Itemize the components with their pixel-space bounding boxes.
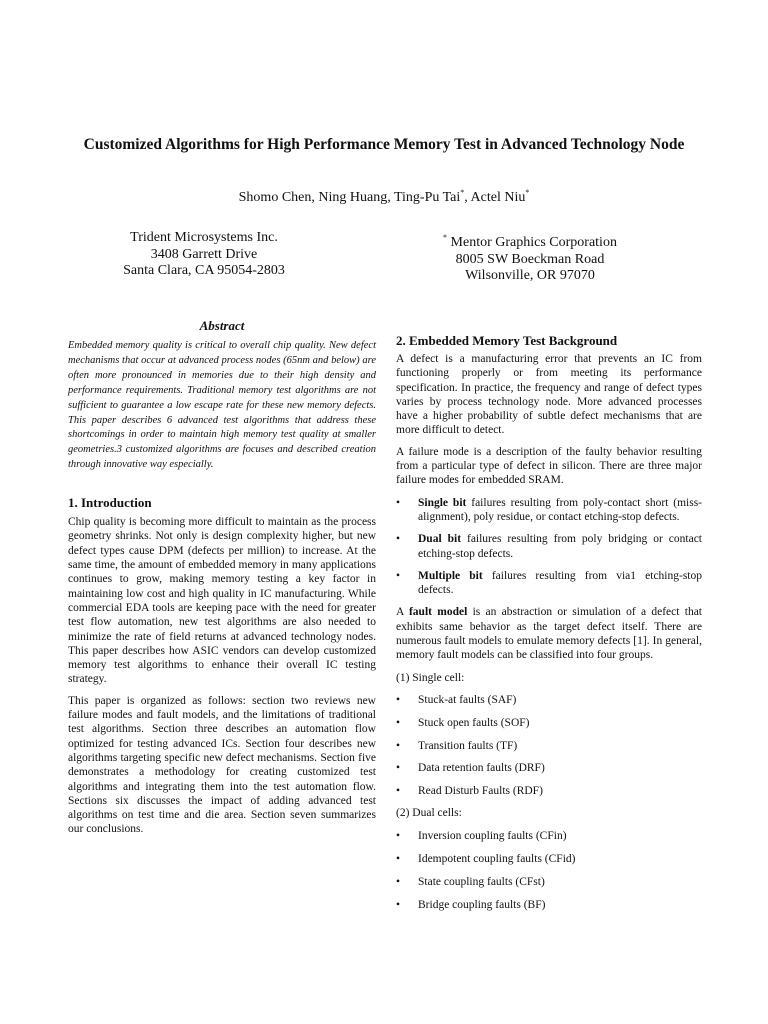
list-item: • Stuck open faults (SOF)	[396, 716, 530, 729]
bullet-icon: •	[396, 785, 401, 798]
author-name: Ting-Pu Tai	[393, 190, 461, 205]
bullet-icon: •	[396, 875, 401, 888]
list-item: • Stuck-at faults (SAF)	[396, 693, 517, 706]
paragraph: A fault model is an abstraction or simulation of a defect that exhibits same behavior as the target defect itself. There are numerous fault models to emulate memory defects [1]. In general, memory fault models can be classified into four groups.	[396, 606, 702, 662]
list-item: • Dual bit failures resulting from poly bridging or contact etching-stop defects.	[396, 533, 702, 560]
bullet-icon: •	[396, 898, 401, 911]
author-name: Actel Niu	[470, 190, 526, 205]
affiliation-right	[380, 230, 680, 285]
list-item: • Bridge coupling faults (BF)	[396, 898, 546, 911]
abstract-text: Embedded memory quality is critical to overall chip quality. New defect mechanisms that occur at advanced process nodes (65nm and below) are often more pronounced in memories due to their high density and performance requirements. Traditional memory test algorithms are not sufficient to guarantee a low escape rate for these new memory defects. This paper describes 6 advanced test algorithms that address these shortcomings in order to maintain high memory test quality at smaller geometries.3 customized algorithms are focuses and described creation through innovative way especially.	[68, 340, 376, 471]
affiliation-line: * Mentor Graphics Corporation	[443, 233, 617, 250]
author-separator: ,	[464, 190, 471, 205]
list-item: • Data retention faults (DRF)	[396, 762, 545, 775]
bullet-icon: •	[396, 853, 401, 866]
paragraph: A failure mode is a description of the faulty behavior resulting from a particular type of defect in silicon. There are three major failure modes for embedded SRAM.	[396, 445, 702, 487]
paper-title: Customized Algorithms for High Performance Memory Test in Advanced Technology Node	[83, 136, 685, 153]
list-item: • Transition faults (TF)	[396, 739, 518, 752]
bullet-icon: •	[396, 739, 401, 752]
bullet-icon: •	[396, 716, 401, 729]
left-column	[68, 318, 376, 837]
list-item: • Inversion coupling faults (CFin)	[396, 830, 567, 843]
list-item: • State coupling faults (CFst)	[396, 875, 545, 888]
right-column	[396, 318, 702, 912]
bullet-icon: •	[396, 762, 401, 775]
section-heading-background: 2. Embedded Memory Test Background	[396, 333, 618, 348]
affiliation-line: 3408 Garrett Drive	[150, 246, 258, 262]
paragraph: A defect is a manufacturing error that prevents an IC from functioning properly or from meeting its performance specification. In practice, the frequency and range of defect types varies by process technology node. More advanced processes have a higher probability of subtle defect mechanisms that are more difficult to detect.	[396, 353, 702, 437]
section-heading-introduction: 1. Introduction	[68, 495, 152, 511]
bullet-icon: •	[396, 569, 401, 582]
abstract-heading: Abstract	[199, 318, 245, 333]
paragraph: This paper is organized as follows: section two reviews new failure modes and fault models, and the limitations of traditional test algorithms. Section three describes an automation flow optimized for testing advanced ICs. Section four describes new algorithms targeting specific new defect mechanisms. Section five demonstrates a methodology for creating customized test algorithms and integrating them into the test automation flow. Sections six discusses the impact of adding advanced test algorithms on test time and die area. Section seven summarizes our conclusions.	[68, 694, 376, 836]
author-list	[60, 188, 708, 206]
list-item: • Read Disturb Faults (RDF)	[396, 785, 543, 798]
bullet-icon: •	[396, 533, 401, 546]
list-item: • Multiple bit failures resulting from via1 etching-stop defects.	[396, 569, 702, 597]
fault-group-label: (1) Single cell:	[396, 671, 465, 684]
affiliation-line: Wilsonville, OR 97070	[465, 268, 595, 283]
list-item: • Idempotent coupling faults (CFid)	[396, 853, 576, 866]
affiliation-mark: *	[460, 188, 465, 197]
list-item: • Single bit failures resulting from poly-contact short (miss-alignment), poly residue, or contact etching-stop defects.	[396, 496, 702, 523]
affiliation-left	[54, 230, 354, 280]
affiliation-mark: *	[525, 188, 530, 197]
bullet-icon: •	[396, 830, 401, 843]
affiliation-line: Trident Microsystems Inc.	[130, 230, 278, 245]
affiliation-line: 8005 SW Boeckman Road	[455, 251, 605, 267]
affiliation-mark: *	[443, 233, 448, 242]
author-name: Ning Huang,	[318, 190, 394, 205]
affiliation-line: Santa Clara, CA 95054-2803	[123, 263, 285, 278]
bullet-icon: •	[396, 693, 401, 706]
fault-group-label: (2) Dual cells:	[396, 807, 462, 820]
paragraph: Chip quality is becoming more difficult to maintain as the process geometry shrinks. Not only is design complexity higher, but new defect types cause DPM (defects per million) to increase. At the same time, the amount of embedded memory in many applications continues to grow, making memory testing a key factor in maintaining low cost and high quality in IC manufacturing. While commercial EDA tools are keeping pace with the need for greater test flow automation, new test algorithms are also needed to minimize the rate of field returns at advanced technology nodes. This paper describes how ASIC vendors can develop customized memory test algorithms to enhance their overall IC testing strategy.	[68, 516, 376, 686]
bullet-icon: •	[396, 496, 401, 509]
author-name: Shomo Chen,	[238, 190, 319, 205]
